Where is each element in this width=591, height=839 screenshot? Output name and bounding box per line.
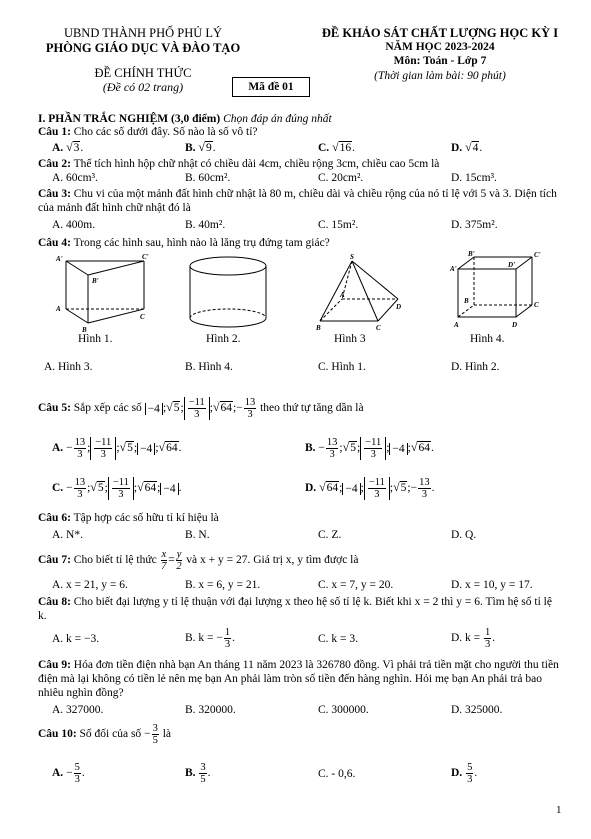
header-left-line2: PHÒNG GIÁO DỤC VÀ ĐÀO TẠO [45,41,241,55]
subject: Môn: Toán - Lớp 7 [393,55,487,67]
official-label: ĐỀ CHÍNH THỨC [94,66,192,80]
q3-option-c: C. 15m². [318,219,359,231]
figure-2-cylinder [180,253,276,333]
q1-option-b: B. √9. [185,140,216,154]
q10-option-a: A. − $\frac{5}{3}$ . [52,762,85,785]
figure-1-prism [54,253,154,333]
q6-option-a: A. N*. [52,529,83,541]
school-year: NĂM HỌC 2023-2024 [385,41,495,53]
q3-option-a: A. 400m. [52,219,96,231]
figure-1-caption: Hình 1. [78,333,113,345]
svg-text:S: S [350,253,354,261]
q5-option-b: B. − $\frac{13}{3}$ ;√5; $\frac{-11}{3}$ ; −4 ;√64. [305,437,434,460]
q8-option-a: A. k = −3. [52,633,100,645]
q8-option-d: D. k = $\frac{1}{3}$ . [451,627,496,650]
q9-option-c: C. 300000. [318,704,369,716]
svg-text:C: C [534,301,539,309]
q1-option-a: A. √3. [52,140,84,154]
svg-text:C': C' [142,253,149,261]
q2-option-d: D. 15cm³. [451,172,497,184]
question-6: Câu 6: Tập hợp các số hữu tỉ kí hiệu là [38,512,219,524]
svg-text:C: C [376,324,381,332]
q10-option-d: D. $\frac{5}{3}$ . [451,762,478,785]
svg-text:D': D' [508,261,515,269]
q1-option-d: D. √4. [451,140,483,154]
page-number: 1 [556,804,562,816]
q3-option-b: B. 40m². [185,219,226,231]
figure-4-caption: Hình 4. [470,333,505,345]
q7-option-d: D. x = 10, y = 17. [451,579,533,591]
q5-option-a: A. − $\frac{13}{3}$ ; $\frac{-11}{3}$ ;√5; −4 ;√64. [52,437,182,460]
q7-option-b: B. x = 6, y = 21. [185,579,261,591]
figure-4-box [446,251,546,333]
svg-text:C: C [140,313,145,321]
question-8: Câu 8: Cho biết đại lượng y tỉ lệ thuận với đại lượng x theo hệ số tỉ lệ k. Biết khi x = 2 thì y = 6. Tìm hệ số tỉ lệ k. [38,596,552,622]
svg-text:D: D [396,303,402,311]
q9-option-a: A. 327000. [52,704,104,716]
svg-text:A: A [340,291,345,299]
q1-option-c: C. √16. [318,140,356,154]
q3-option-d: D. 375m². [451,219,498,231]
q9-option-b: B. 320000. [185,704,236,716]
q10-option-c: C. - 0,6. [318,768,356,780]
q5-option-c: C. − $\frac{13}{3}$ ;√5; $\frac{-11}{3}$ ;√64; −4 . [52,477,182,500]
svg-text:C': C' [534,251,541,259]
svg-text:B: B [82,326,87,333]
q10-option-b: B. $\frac{3}{5}$ . [185,762,211,785]
q6-option-b: B. N. [185,529,210,541]
q8-option-c: C. k = 3. [318,633,359,645]
figure-3-pyramid [312,251,404,333]
q7-option-c: C. x = 7, y = 20. [318,579,394,591]
q4-option-d: D. Hình 2. [451,361,500,373]
q6-option-c: C. Z. [318,529,342,541]
header-left-line1: UBND THÀNH PHỐ PHỦ LÝ [63,26,223,40]
q4-option-a: A. Hình 3. [44,361,93,373]
svg-text:A': A' [56,255,63,263]
q2-option-b: B. 60cm². [185,172,231,184]
question-9: Câu 9: Hóa đơn tiền điện nhà bạn An tháng 11 năm 2023 là 326780 đồng. Vì phải trả tiền mặt cho người thu tiền điện mà lại không có tiền lẻ nên mẹ bạn An phải làm tròn số tiền đến hàng nghìn. Hỏi mẹ bạn An phải trả bao nhiêu nghìn đồng? [38,659,559,699]
question-10: Câu 10: Số đối của số − $\frac{3}{5}$ là [38,723,171,746]
q9-option-d: D. 325000. [451,704,503,716]
question-7: Câu 7: Cho biết tỉ lệ thức $\frac{x}{7}$ = $\frac{y}{2}$ và x + y = 27. Giá trị x, y tìm được là [38,549,359,572]
svg-text:B': B' [468,251,475,258]
q4-option-c: C. Hình 1. [318,361,366,373]
exam-code-box: Mã đề 01 [232,77,310,97]
q7-option-a: A. x = 21, y = 6. [52,579,128,591]
svg-text:A: A [56,305,61,313]
question-4: Câu 4: Trong các hình sau, hình nào là lăng trụ đứng tam giác? [38,237,330,249]
svg-text:A': A' [450,265,457,273]
q6-option-d: D. Q. [451,529,477,541]
q4-option-b: B. Hình 4. [185,361,233,373]
svg-text:B: B [316,324,321,332]
svg-text:A: A [454,321,459,329]
question-3: Câu 3: Chu vi của một mảnh đất hình chữ nhật là 80 m, chiều dài và chiều rộng của nó tỉ lệ với 5 và 3. Diện tích của mảnh đất hình chữ nhật đó là [38,188,557,214]
time-limit: (Thời gian làm bài: 90 phút) [374,70,506,82]
figure-2-caption: Hình 2. [206,333,241,345]
svg-text:D: D [512,321,518,329]
figure-3-caption: Hình 3 [334,333,366,345]
q2-option-c: C. 20cm². [318,172,364,184]
section-title: I. PHẦN TRẮC NGHIỆM (3,0 điểm) Chọn đáp án đúng nhất [38,113,332,125]
question-1: Câu 1: Cho các số dưới đây. Số nào là số vô tỉ? [38,126,258,138]
q2-option-a: A. 60cm³. [52,172,98,184]
exam-title: ĐỀ KHẢO SÁT CHẤT LƯỢNG HỌC KỲ I [321,26,559,40]
svg-text:B': B' [92,277,99,285]
q5-option-d: D. √64; −4 ; $\frac{-11}{3}$ ;√5;− $\frac{13}{3}$ . [305,477,435,500]
question-2: Câu 2: Thể tích hình hộp chữ nhật có chiều dài 4cm, chiều rộng 3cm, chiều cao 5cm là [38,158,440,170]
q8-option-b: B. k = − $\frac{1}{3}$ . [185,627,236,650]
question-5: Câu 5: Sắp xếp các số −4 ;√5; $\frac{-11}{3}$ ;√64;− $\frac{13}{3}$ theo thứ tự tăng dần là [38,397,364,420]
pages-note: (Đề có 02 trang) [102,80,184,94]
svg-text:B: B [464,297,469,305]
